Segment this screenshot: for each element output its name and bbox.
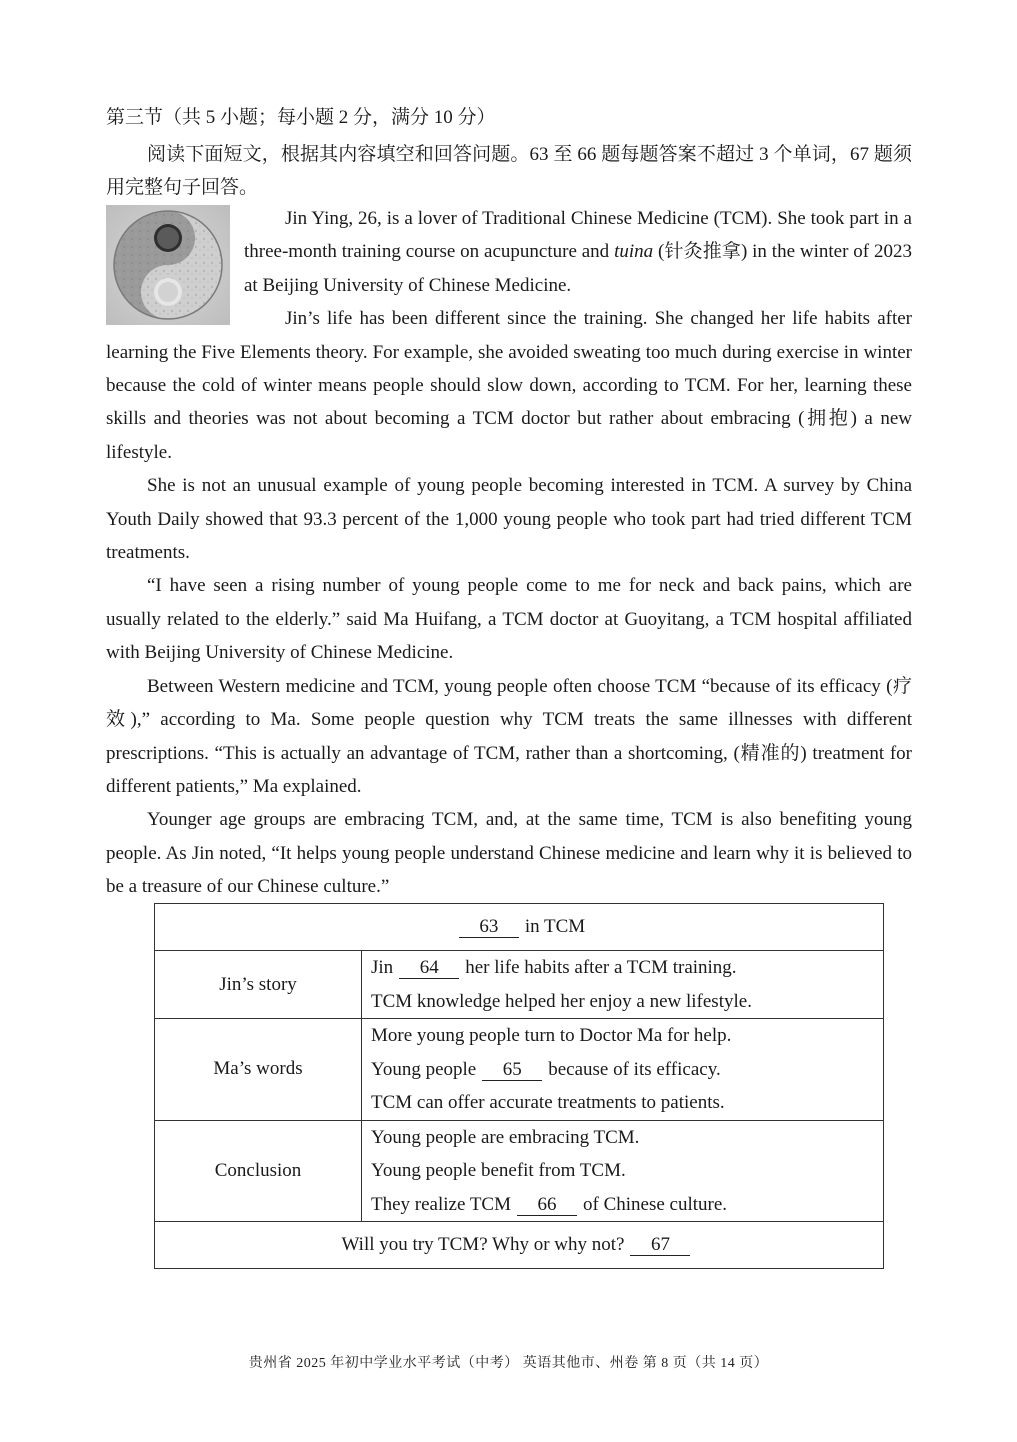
row-label-conclusion: Conclusion: [155, 1120, 362, 1222]
blank-65[interactable]: 65: [482, 1060, 542, 1081]
reading-passage: [106, 202, 912, 904]
jin-line-1: [371, 951, 874, 985]
table-header-text: in TCM: [524, 916, 586, 937]
row-content-jin: [362, 951, 884, 1019]
table-header-cell: [155, 904, 884, 951]
paragraph-6: Younger age groups are embracing TCM, and, at the same time, TCM is also benefiting young people. As Jin noted, “It helps young people understand Chinese medicine and learn why it is believed to be a treasure of our Chinese culture.”: [106, 809, 912, 898]
table-row-ma: [155, 1019, 884, 1121]
instructions: 阅读下面短文，根据其内容填空和回答问题。63 至 66 题每题答案不超过 3 个单词，67 题须用完整句子回答。: [106, 144, 912, 198]
ma-line-2-after: because of its efficacy.: [548, 1058, 721, 1080]
jin-line-1-after: her life habits after a TCM training.: [465, 957, 737, 978]
conclusion-line-3-before: They realize TCM: [371, 1193, 511, 1215]
jin-line-1-before: Jin: [371, 957, 394, 978]
paragraph-5: Between Western medicine and TCM, young people often choose TCM “because of its efficacy (疗效),” according to Ma. Some people question why TCM treats the same illnesses with different prescriptions. “This is actually an advantage of TCM, rather than a shortcoming, (精准的) treatment for different patients,” Ma explained.: [106, 675, 912, 797]
conclusion-line-3: [371, 1188, 874, 1222]
paragraph-2: Jin’s life has been different since the training. She changed her life habits after learning the Five Elements theory. For example, she avoided sweating too much during exercise in winter because the cold of winter means people should slow down, according to TCM. For her, learning these skills and theories was not about becoming a TCM doctor but rather about embracing (拥抱) a new lifestyle.: [106, 308, 912, 463]
row-content-conclusion: [362, 1120, 884, 1222]
table-footer-row: [155, 1222, 884, 1269]
table-row-conclusion: [155, 1120, 884, 1222]
ma-line-2: [371, 1053, 874, 1087]
row-label-jin: Jin’s story: [155, 951, 362, 1019]
paragraph-4: “I have seen a rising number of young people come to me for neck and back pains, which are usually related to the elderly.” said Ma Huifang, a TCM doctor at Guoyitang, a TCM hospital affiliated with Beijing University of Chinese Medicine.: [106, 575, 912, 664]
paragraph-1-italic-term: tuina: [614, 241, 654, 263]
conclusion-line-3-after: of Chinese culture.: [583, 1193, 728, 1215]
table-header-row: [155, 904, 884, 951]
paragraph-3: She is not an unusual example of young people becoming interested in TCM. A survey by China Youth Daily showed that 93.3 percent of the 1,000 young people who took part had tried different TCM treatments.: [106, 475, 912, 564]
table-row-jin: [155, 951, 884, 1019]
conclusion-line-2: Young people benefit from TCM.: [371, 1160, 626, 1181]
conclusion-line-1: Young people are embracing TCM.: [371, 1126, 640, 1148]
page-footer: 贵州省 2025 年初中学业水平考试（中考） 英语其他市、州卷 第 8 页（共 14 页）: [248, 1356, 769, 1371]
ma-line-3: TCM can offer accurate treatments to patients.: [371, 1092, 725, 1113]
blank-67[interactable]: 67: [630, 1235, 690, 1256]
row-content-ma: [362, 1019, 884, 1121]
blank-64[interactable]: 64: [399, 958, 459, 979]
yin-yang-image: [106, 205, 230, 325]
question-67-text: Will you try TCM? Why or why not?: [341, 1234, 625, 1255]
blank-63[interactable]: 63: [459, 917, 519, 938]
paragraph-1-text-b: (针灸推拿) in the winter of 2023 at Beijing University of Chinese Medicine.: [244, 241, 913, 296]
answer-table: [154, 903, 884, 1269]
section-title: 第三节（共 5 小题；每小题 2 分，满分 10 分）: [106, 107, 496, 128]
paragraph-1-text-a: Jin Ying, 26, is a lover of Traditional Chinese Medicine (TCM). She took part in a three-month training course on acupuncture and: [244, 208, 912, 263]
ma-line-2-before: Young people: [371, 1058, 477, 1080]
row-label-ma: Ma’s words: [155, 1019, 362, 1121]
ma-line-1: More young people turn to Doctor Ma for help.: [371, 1025, 732, 1046]
blank-66[interactable]: 66: [517, 1195, 577, 1216]
jin-line-2: TCM knowledge helped her enjoy a new lifestyle.: [371, 990, 752, 1012]
table-footer-cell: [155, 1222, 884, 1269]
